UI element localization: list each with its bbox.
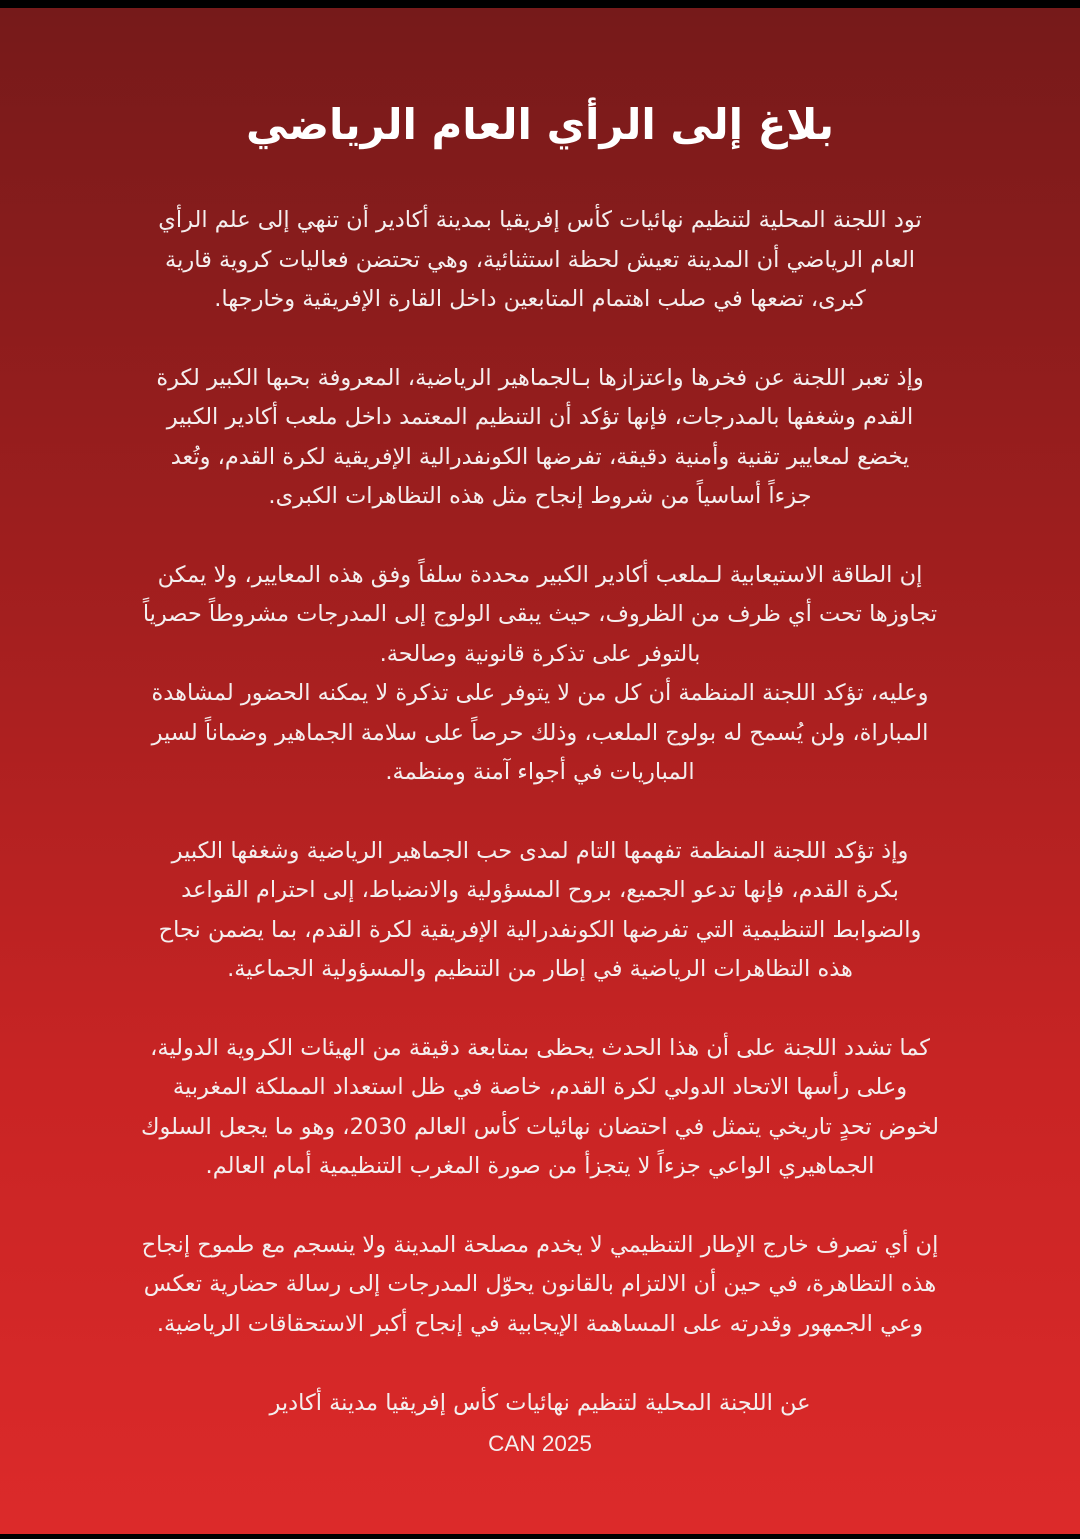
text-line: هذه التظاهرات الرياضية في إطار من التنظيم والمسؤولية الجماعية.: [227, 956, 853, 982]
text-line: تود اللجنة المحلية لتنظيم نهائيات كأس إفريقيا بمدينة أكادير أن تنهي إلى علم الرأي: [158, 207, 922, 233]
text-line: لخوض تحدٍ تاريخي يتمثل في احتضان نهائيات كأس العالم 2030، وهو ما يجعل السلوك: [140, 1113, 940, 1140]
announcement-body: [20, 201, 1060, 1463]
text-line: وإذ تؤكد اللجنة المنظمة تفهمها التام لمدى حب الجماهير الرياضية وشغفها الكبير: [171, 837, 909, 864]
announcement-page: [0, 8, 1080, 1534]
text-line: والضوابط التنظيمية التي تفرضها الكونفدرالية الإفريقية لكرة القدم، بما يضمن نجاح: [158, 916, 922, 943]
paragraph: [20, 1029, 1060, 1187]
page-title: بلاغ إلى الرأي العام الرياضي: [245, 100, 835, 149]
text-line: جزءاً أساسياً من شروط إنجاح مثل هذه التظاهرات الكبرى.: [268, 483, 812, 509]
text-line: بكرة القدم، فإنها تدعو الجميع، بروح المسؤولية والانضباط، إلى احترام القواعد: [181, 877, 899, 903]
text-line: إن الطاقة الاستيعابية لـملعب أكادير الكبير محددة سلفاً وفق هذه المعايير، ولا يمكن: [157, 561, 923, 588]
paragraph: [20, 556, 1060, 793]
text-line: وعلى رأسها الاتحاد الدولي لكرة القدم، خاصة في ظل استعداد المملكة المغربية: [172, 1074, 908, 1100]
text-line: كبرى، تضعها في صلب اهتمام المتابعين داخل القارة الإفريقية وخارجها.: [214, 286, 866, 312]
paragraph: [20, 359, 1060, 517]
text-line: كما تشدد اللجنة على أن هذا الحدث يحظى بمتابعة دقيقة من الهيئات الكروية الدولية،: [150, 1034, 930, 1061]
text-line: المباراة، ولن يُسمح له بولوج الملعب، وذلك حرصاً على سلامة الجماهير وضماناً لسير: [151, 719, 929, 746]
text-line: إن أي تصرف خارج الإطار التنظيمي لا يخدم مصلحة المدينة ولا ينسجم مع طموح إنجاح: [141, 1231, 939, 1258]
text-line: تجاوزها تحت أي ظرف من الظروف، حيث يبقى الولوج إلى المدرجات مشروطاً حصرياً: [142, 601, 938, 627]
signature-line2: CAN 2025: [488, 1430, 592, 1456]
paragraph: [20, 201, 1060, 320]
paragraph: [20, 832, 1060, 990]
signature: [20, 1384, 1060, 1463]
signature-line1: عن اللجنة المحلية لتنظيم نهائيات كأس إفريقيا مدينة أكادير: [269, 1390, 811, 1416]
text-line: القدم وشغفها بالمدرجات، فإنها تؤكد أن التنظيم المعتمد داخل ملعب أكادير الكبير: [166, 404, 914, 430]
text-line: وعي الجمهور وقدرته على المساهمة الإيجابية في إنجاح أكبر الاستحقاقات الرياضية.: [156, 1310, 924, 1337]
text-line: يخضع لمعايير تقنية وأمنية دقيقة، تفرضها الكونفدرالية الإفريقية لكرة القدم، وتُعد: [170, 443, 910, 470]
text-line: العام الرياضي أن المدينة تعيش لحظة استثنائية، وهي تحتضن فعاليات كروية قارية: [165, 246, 915, 273]
text-line: الجماهيري الواعي جزءاً لا يتجزأ من صورة المغرب التنظيمية أمام العالم.: [205, 1153, 875, 1179]
text-line: المباريات في أجواء آمنة ومنظمة.: [385, 759, 695, 785]
text-line: وإذ تعبر اللجنة عن فخرها واعتزازها بـالجماهير الرياضية، المعروفة بحبها الكبير لكرة: [156, 364, 924, 391]
paragraph: [20, 1226, 1060, 1345]
text-line: وعليه، تؤكد اللجنة المنظمة أن كل من لا يتوفر على تذكرة لا يمكنه الحضور لمشاهدة: [151, 680, 929, 706]
text-line: بالتوفر على تذكرة قانونية وصالحة.: [379, 640, 701, 667]
text-line: هذه التظاهرة، في حين أن الالتزام بالقانون يحوّل المدرجات إلى رسالة حضارية تعكس: [143, 1271, 937, 1297]
